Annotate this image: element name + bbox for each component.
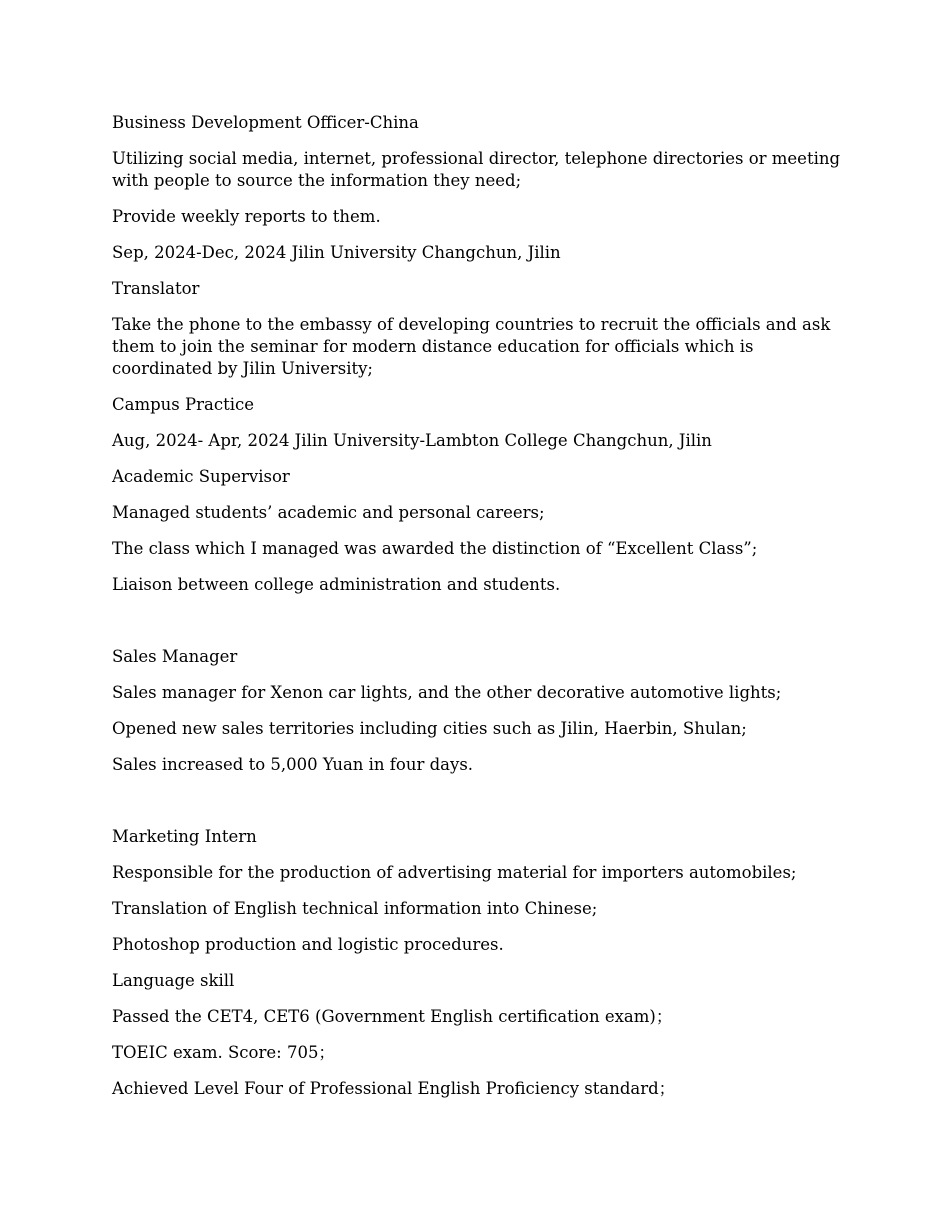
- job-title-marketing-intern: Marketing Intern: [112, 827, 257, 846]
- paragraph-toeic: TOEIC exam. Score: 705；: [112, 1043, 335, 1062]
- job-title-sales-manager: Sales Manager: [112, 647, 238, 666]
- paragraph-sourcing: Utilizing social media, internet, professional director, telephone directories or meeting with people to source the information they need;: [112, 149, 841, 190]
- section-heading-campus-practice: Campus Practice: [112, 395, 254, 414]
- paragraph-sales-territories: Opened new sales territories including cities such as Jilin, Haerbin, Shulan;: [112, 719, 747, 738]
- paragraph-xenon-lights: Sales manager for Xenon car lights, and the other decorative automotive lights;: [112, 683, 782, 702]
- date-location-lambton: Aug, 2024- Apr, 2024 Jilin University-Lambton College Changchun, Jilin: [112, 431, 712, 450]
- paragraph-embassy: Take the phone to the embassy of developing countries to recruit the officials and ask them to join the seminar for modern distance education for officials which is coordinated by Jilin University;: [112, 315, 831, 378]
- paragraph-excellent-class: The class which I managed was awarded the distinction of “Excellent Class”;: [112, 539, 758, 558]
- paragraph-proficiency-level: Achieved Level Four of Professional English Proficiency standard；: [112, 1079, 676, 1098]
- paragraph-sales-increased: Sales increased to 5,000 Yuan in four days.: [112, 755, 474, 774]
- paragraph-cet: Passed the CET4, CET6 (Government English certification exam)；: [112, 1007, 673, 1026]
- section-heading-language-skill: Language skill: [112, 971, 235, 990]
- paragraph-photoshop: Photoshop production and logistic procedures.: [112, 935, 504, 954]
- document-body: [112, 112, 844, 1114]
- job-title-business-development: Business Development Officer-China: [112, 113, 419, 132]
- job-title-translator: Translator: [112, 279, 200, 298]
- job-title-academic-supervisor: Academic Supervisor: [112, 467, 290, 486]
- blank-line: [112, 790, 844, 812]
- blank-line: [112, 610, 844, 632]
- date-location-jilin-university: Sep, 2024-Dec, 2024 Jilin University Changchun, Jilin: [112, 243, 561, 262]
- paragraph-liaison: Liaison between college administration and students.: [112, 575, 561, 594]
- paragraph-translation: Translation of English technical information into Chinese;: [112, 899, 598, 918]
- paragraph-weekly-reports: Provide weekly reports to them.: [112, 207, 381, 226]
- paragraph-advertising-material: Responsible for the production of advertising material for importers automobiles;: [112, 863, 797, 882]
- paragraph-managed-students: Managed students’ academic and personal careers;: [112, 503, 545, 522]
